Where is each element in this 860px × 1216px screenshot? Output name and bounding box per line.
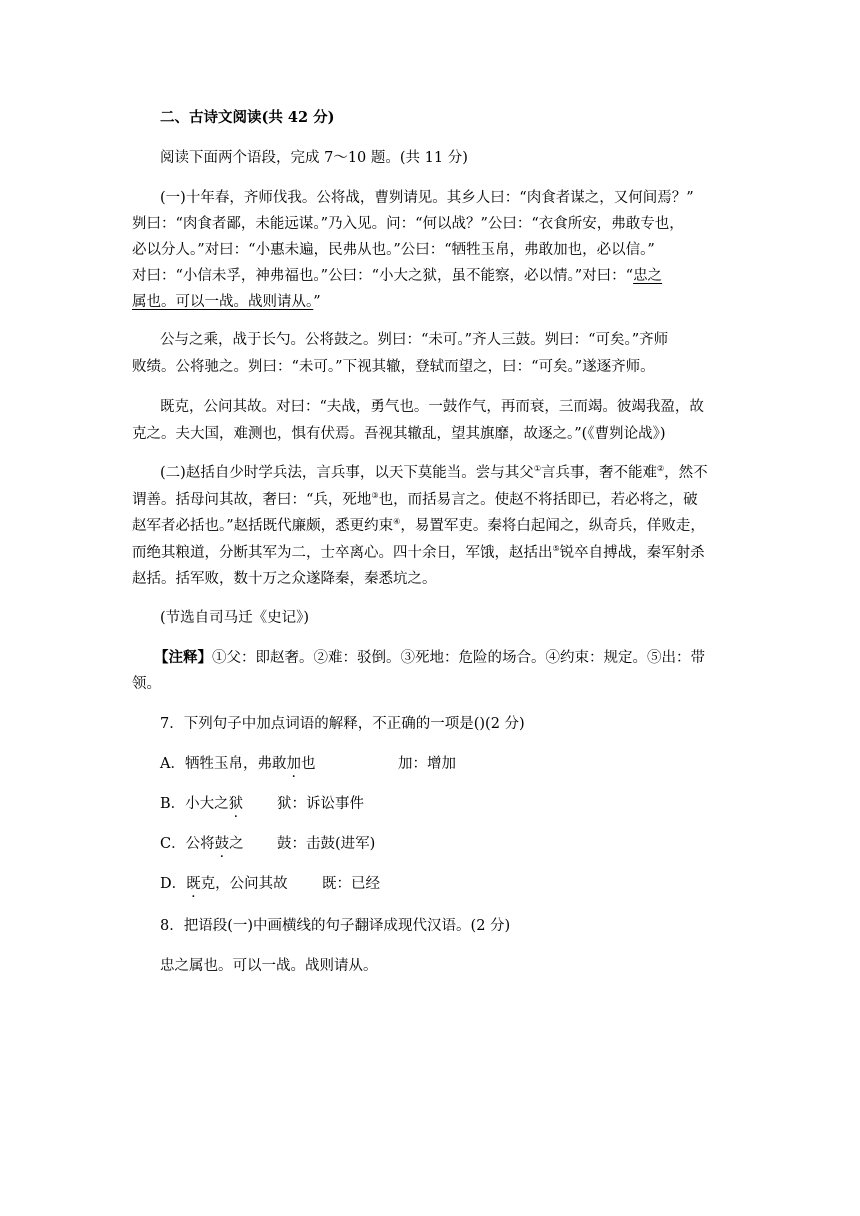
source-citation: (节选自司马迁《史记》) (160, 610, 310, 626)
text-line: 必以分人。”对曰：“小惠未遍，民弗从也。”公曰：“牺牲玉帛，弗敢加也，必以信。” (132, 242, 655, 258)
text-span: 克，公问其故 (200, 876, 288, 892)
text-line: 赵括。括军败，数十万之众遂降秦，秦悉坑之。 (132, 571, 437, 587)
text-span: 赵军者必括也。”赵括既代廉颇，悉更约束 (132, 518, 394, 534)
text-span: 之 (229, 836, 244, 852)
text-line: 领。 (132, 676, 161, 692)
option-d-explanation: 既：已经 (322, 876, 380, 892)
notes-label: 【注释】 (154, 649, 212, 666)
footnote-mark: ④ (393, 517, 401, 527)
option-c-explanation: 鼓：击鼓(进军) (277, 836, 376, 852)
text-line: 公与之乘，战于长勺。公将鼓之。刿曰：“未可。”齐人三鼓。刿曰：“可矣。”齐师 (160, 332, 669, 348)
footnote-mark: ③ (371, 491, 379, 501)
option-c (160, 834, 244, 854)
text-line: (一)十年春，齐师伐我。公将战，曹刿请见。其乡人曰：“肉食者谋之，又何间焉？” (160, 190, 694, 206)
text-span: 锐卒自搏战，秦军射杀 (559, 545, 705, 561)
question-stem: 7．下列句子中加点词语的解释，不正确的一项是()(2 分) (160, 716, 525, 732)
dotted-word: 狱 (228, 796, 244, 812)
footnote-mark: ⑤ (552, 544, 560, 554)
text-span: ①父：即赵奢。②难：驳倒。③死地：危险的场合。④约束：规定。⑤出：带 (212, 650, 705, 666)
footnote-mark: ① (533, 464, 541, 474)
text-span: 言兵事，奢不能难 (540, 465, 657, 481)
text-span: C．公将 (160, 836, 215, 852)
text-span: 谓善。括母问其故，奢曰：“兵，死地 (132, 492, 372, 508)
text-span: 也，而括易言之。使赵不将括即已，若必将之，破 (378, 492, 698, 508)
dotted-word: 加 (286, 756, 301, 772)
text-span: B．小大之 (160, 796, 229, 812)
option-d (160, 874, 288, 894)
footnote-mark: ② (656, 464, 665, 474)
text-line (160, 463, 708, 483)
text-span: 也 (300, 756, 316, 772)
dotted-word: 既 (186, 876, 201, 892)
text-line: 刿曰：“肉食者鄙，未能远谋。”乃入见。问：“何以战？”公曰：“衣食所安，弗敢专也， (132, 216, 684, 232)
text-span: ，然不 (664, 465, 708, 481)
text-span: A．牺牲玉帛，弗敢 (160, 756, 287, 772)
sentence-to-translate: 忠之属也。可以一战。战则请从。 (160, 958, 378, 974)
option-b (160, 794, 243, 814)
option-a-explanation: 加：增加 (398, 756, 456, 772)
text-line: 既克，公问其故。对曰：“夫战，勇气也。一鼓作气，再而衰，三而竭。彼竭我盈，故 (160, 399, 704, 415)
text-span: (二)赵括自少时学兵法，言兵事，以天下莫能当。尝与其父 (160, 465, 534, 481)
text-line (132, 516, 705, 536)
question-stem: 8．把语段(一)中画横线的句子翻译成现代汉语。(2 分) (160, 918, 511, 934)
text-line (132, 543, 705, 563)
option-a (160, 754, 315, 774)
text-span: ，易置军吏。秦将白起闻之，纵奇兵，佯败走， (400, 518, 705, 534)
text-span: ” (313, 294, 321, 310)
text-line (132, 292, 321, 312)
text-line (132, 266, 662, 286)
text-line: 克之。夫大国，难测也，惧有伏焉。吾视其辙乱，望其旗靡，故逐之。”(《曹刿论战》) (132, 426, 666, 442)
text-line: 败绩。公将驰之。刿曰：“未可。”下视其辙，登轼而望之，曰：“可矣。”遂逐齐师。 (132, 359, 655, 375)
section-title: 二、古诗文阅读(共 42 分) (160, 109, 335, 126)
underlined-sentence-part1: 忠之 (633, 268, 663, 284)
dotted-word: 鼓 (214, 836, 230, 852)
text-span: 对曰：“小信未孚，神弗福也。”公曰：“小大之狱，虽不能察，必以情。”对曰：“ (132, 268, 634, 284)
text-line (132, 490, 698, 510)
instruction: 阅读下面两个语段，完成 7～10 题。(共 11 分) (160, 150, 468, 166)
text-span: D． (160, 876, 187, 892)
option-b-explanation: 狱：诉讼事件 (277, 796, 364, 812)
underlined-sentence-part2: 属也。可以一战。战则请从。 (132, 294, 314, 310)
text-span: 而绝其粮道，分断其军为二，士卒离心。四十余日，军饿，赵括出 (132, 545, 553, 561)
text-line (154, 648, 705, 668)
